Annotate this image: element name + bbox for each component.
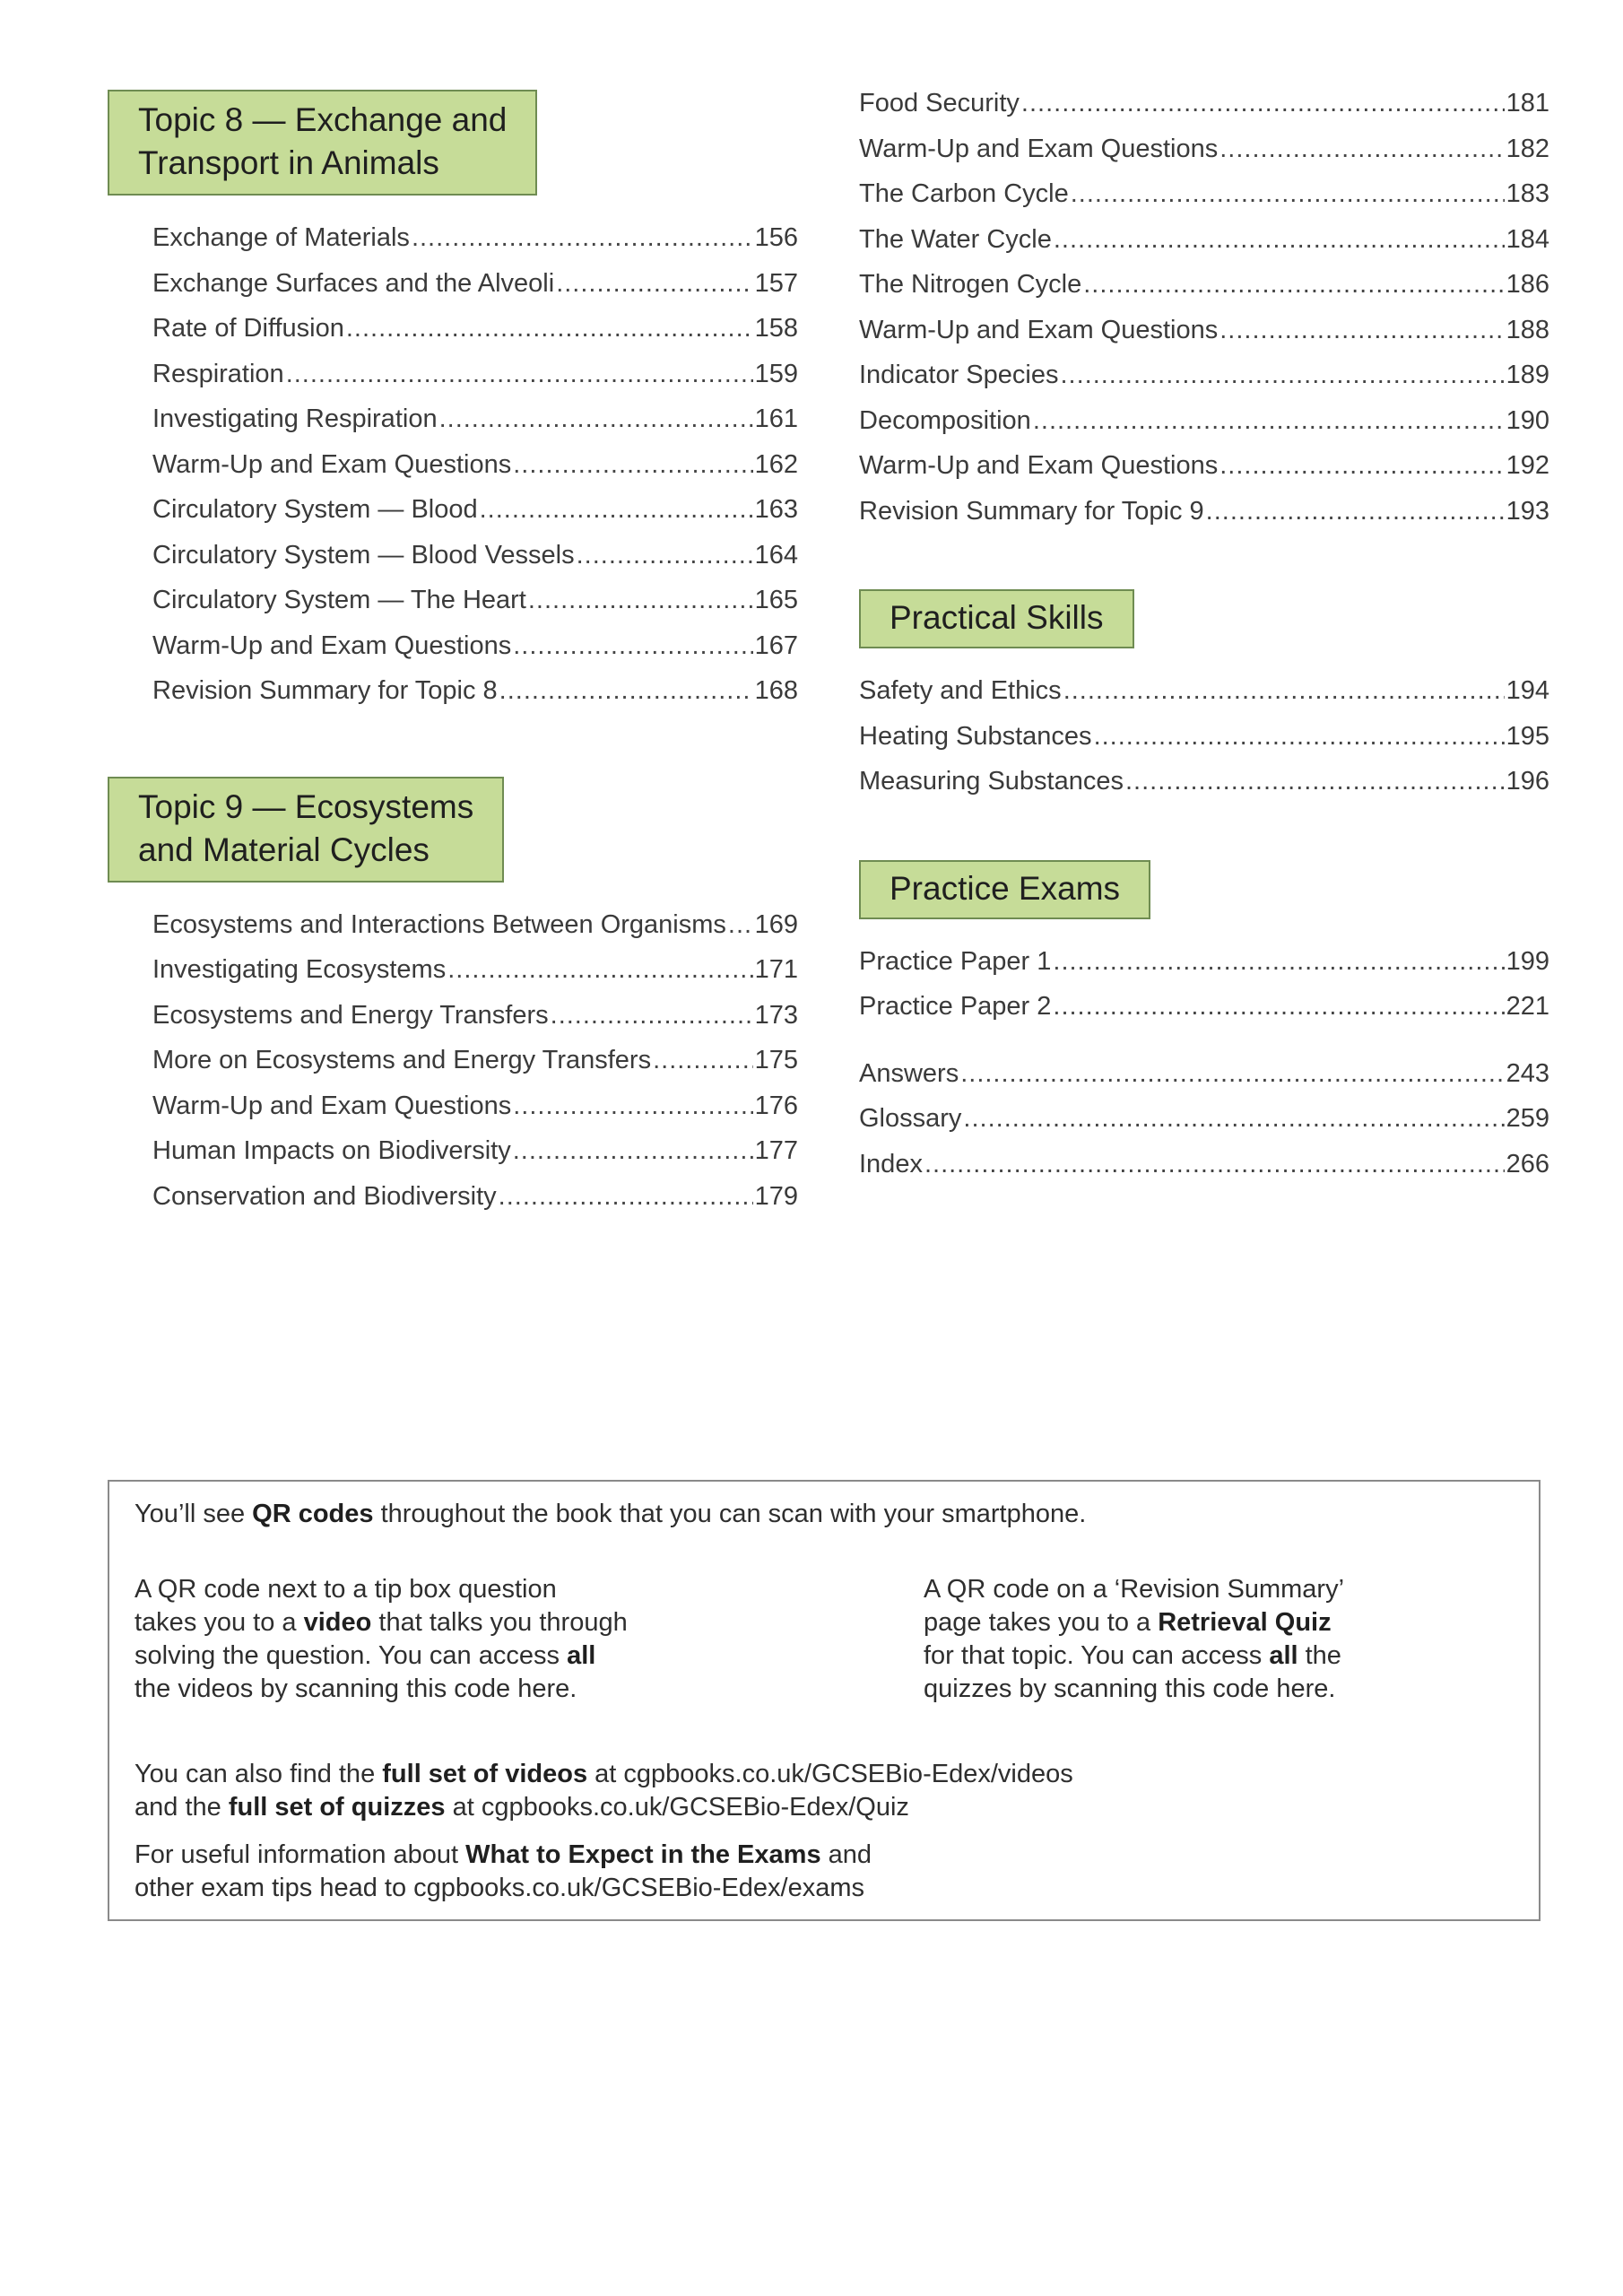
toc-entry-page: 159 bbox=[754, 359, 798, 388]
toc-entry-title: Safety and Ethics bbox=[859, 676, 1062, 705]
qr-quiz-info bbox=[924, 1573, 1462, 1706]
toc-entry-title: The Nitrogen Cycle bbox=[859, 270, 1082, 299]
toc-entry-page: 193 bbox=[1506, 496, 1549, 526]
toc-entry[interactable] bbox=[859, 1142, 1549, 1187]
text-segment: solving the question. You can access bbox=[135, 1641, 568, 1670]
bold-segment: Retrieval Quiz bbox=[1158, 1608, 1332, 1637]
leader-dots bbox=[480, 487, 753, 533]
toc-entry[interactable] bbox=[152, 487, 798, 533]
text-segment: takes you to a bbox=[135, 1608, 304, 1637]
toc-entry[interactable] bbox=[859, 984, 1549, 1030]
text-segment: the videos by scanning this code here. bbox=[135, 1674, 577, 1703]
toc-entry[interactable] bbox=[152, 578, 798, 623]
toc-entry-title: Investigating Respiration bbox=[152, 404, 438, 433]
leader-dots bbox=[412, 215, 753, 261]
topic9-continued-list bbox=[859, 81, 1549, 534]
text-segment: for that topic. You can access bbox=[924, 1641, 1270, 1670]
toc-entry-page: 182 bbox=[1506, 134, 1549, 163]
leader-dots bbox=[1083, 262, 1504, 308]
toc-entry[interactable] bbox=[152, 442, 798, 488]
toc-entry[interactable] bbox=[859, 352, 1549, 398]
text-segment: A QR code next to a tip box question bbox=[135, 1575, 557, 1604]
toc-entry-page: 158 bbox=[754, 314, 798, 343]
toc-entry-title: Warm-Up and Exam Questions bbox=[859, 315, 1219, 344]
leader-dots bbox=[1060, 352, 1504, 398]
leader-dots bbox=[1125, 759, 1505, 804]
toc-entry[interactable] bbox=[152, 306, 798, 352]
toc-entry-title: Circulatory System — Blood bbox=[152, 495, 478, 524]
leader-dots bbox=[513, 1083, 752, 1129]
bold-segment: all bbox=[1269, 1641, 1298, 1670]
leader-dots bbox=[1071, 171, 1505, 217]
toc-entry-title: Answers bbox=[859, 1058, 959, 1088]
leader-dots bbox=[551, 993, 753, 1039]
left-column bbox=[108, 90, 798, 1219]
text-segment: the bbox=[1298, 1641, 1341, 1670]
toc-entry-title: Index bbox=[859, 1149, 923, 1178]
toc-entry-page: 192 bbox=[1506, 451, 1549, 480]
toc-entry[interactable] bbox=[152, 902, 798, 948]
leader-dots bbox=[653, 1038, 753, 1083]
leader-dots bbox=[1053, 984, 1504, 1030]
toc-entry-title: Practice Paper 1 bbox=[859, 946, 1052, 976]
leader-dots bbox=[577, 533, 753, 578]
toc-entry-page: 157 bbox=[754, 268, 798, 298]
toc-entry-page: 165 bbox=[754, 586, 798, 614]
toc-entry-page: 175 bbox=[754, 1046, 798, 1074]
toc-entry-page: 199 bbox=[1506, 946, 1549, 976]
qr-info-box bbox=[108, 1480, 1541, 1921]
toc-entry-page: 163 bbox=[754, 495, 798, 524]
toc-entry[interactable] bbox=[859, 1051, 1549, 1097]
toc-entry-title: Practice Paper 2 bbox=[859, 992, 1052, 1021]
leader-dots bbox=[1063, 668, 1505, 714]
text-segment: throughout the book that you can scan with your smartphone. bbox=[373, 1500, 1087, 1528]
leader-dots bbox=[1206, 489, 1505, 535]
toc-entry-title: The Carbon Cycle bbox=[859, 179, 1069, 208]
toc-entry[interactable] bbox=[152, 533, 798, 578]
toc-entry-title: The Water Cycle bbox=[859, 224, 1052, 254]
topic9-heading bbox=[108, 777, 504, 883]
toc-entry-page: 179 bbox=[754, 1181, 798, 1211]
leader-dots bbox=[1094, 714, 1505, 760]
topic8-heading-line1: Topic 8 — Exchange and bbox=[138, 101, 508, 138]
toc-entry-title: Revision Summary for Topic 8 bbox=[152, 676, 498, 705]
toc-entry[interactable] bbox=[152, 668, 798, 714]
toc-entry-page: 188 bbox=[1506, 315, 1549, 344]
toc-entry-title: Glossary bbox=[859, 1104, 962, 1133]
text-segment: A QR code on a ‘Revision Summary’ bbox=[924, 1575, 1345, 1604]
toc-entry[interactable] bbox=[152, 1128, 798, 1174]
qr-intro-text bbox=[135, 1498, 1086, 1531]
toc-entry[interactable] bbox=[859, 759, 1549, 804]
quiz-link-text[interactable]: at cgpbooks.co.uk/GCSEBio-Edex/Quiz bbox=[445, 1793, 909, 1822]
videos-link-text[interactable]: at cgpbooks.co.uk/GCSEBio-Edex/videos bbox=[587, 1760, 1073, 1788]
toc-entry[interactable] bbox=[859, 939, 1549, 985]
leader-dots bbox=[556, 261, 752, 307]
leader-dots bbox=[286, 352, 753, 397]
toc-entry-title: Warm-Up and Exam Questions bbox=[859, 451, 1219, 480]
toc-entry-page: 195 bbox=[1506, 721, 1549, 751]
bold-segment: all bbox=[567, 1641, 596, 1670]
leader-dots bbox=[1219, 126, 1504, 172]
toc-entry-title: Indicator Species bbox=[859, 361, 1059, 389]
leader-dots bbox=[924, 1142, 1505, 1187]
toc-entry-title: Circulatory System — Blood Vessels bbox=[152, 540, 575, 570]
text-segment: and the bbox=[135, 1793, 229, 1822]
toc-entry-page: 190 bbox=[1506, 405, 1549, 435]
back-matter-list bbox=[859, 1051, 1549, 1187]
toc-entry[interactable] bbox=[859, 714, 1549, 760]
toc-entry[interactable] bbox=[152, 623, 798, 669]
toc-entry[interactable] bbox=[152, 1083, 798, 1129]
toc-entry-page: 221 bbox=[1506, 992, 1549, 1021]
leader-dots bbox=[960, 1051, 1504, 1097]
leader-dots bbox=[439, 396, 753, 442]
toc-entry[interactable] bbox=[152, 947, 798, 993]
toc-entry-title: Warm-Up and Exam Questions bbox=[152, 1091, 512, 1120]
practical-skills-heading: Practical Skills bbox=[859, 589, 1134, 648]
toc-entry-title: Human Impacts on Biodiversity bbox=[152, 1136, 511, 1165]
toc-entry-title: Revision Summary for Topic 9 bbox=[859, 496, 1204, 526]
toc-entry[interactable] bbox=[859, 1096, 1549, 1142]
toc-entry[interactable] bbox=[859, 398, 1549, 444]
toc-entry[interactable] bbox=[152, 1038, 798, 1083]
leader-dots bbox=[1021, 81, 1505, 126]
toc-entry-title: Conservation and Biodiversity bbox=[152, 1181, 497, 1211]
leader-dots bbox=[447, 947, 752, 993]
leader-dots bbox=[728, 902, 753, 948]
leader-dots bbox=[1219, 308, 1504, 353]
toc-entry-page: 161 bbox=[754, 404, 798, 433]
toc-entry-page: 243 bbox=[1506, 1058, 1549, 1088]
toc-entry-page: 168 bbox=[754, 676, 798, 705]
toc-entry-page: 184 bbox=[1506, 224, 1549, 254]
toc-entry[interactable] bbox=[859, 308, 1549, 353]
bold-segment: video bbox=[303, 1608, 372, 1637]
toc-entry[interactable] bbox=[152, 352, 798, 397]
toc-entry-page: 186 bbox=[1506, 270, 1549, 299]
leader-dots bbox=[1054, 217, 1505, 263]
toc-entry-title: Ecosystems and Interactions Between Organisms bbox=[152, 909, 726, 939]
text-segment: You’ll see bbox=[135, 1500, 253, 1528]
topic9-heading-line2: and Material Cycles bbox=[138, 831, 430, 868]
toc-entry-title: Investigating Ecosystems bbox=[152, 955, 447, 984]
leader-dots bbox=[528, 578, 753, 623]
toc-entry[interactable] bbox=[859, 81, 1549, 126]
toc-entry-page: 266 bbox=[1506, 1149, 1549, 1178]
toc-entry[interactable] bbox=[859, 126, 1549, 172]
toc-entry-page: 183 bbox=[1506, 179, 1549, 208]
toc-entry[interactable] bbox=[859, 668, 1549, 714]
leader-dots bbox=[499, 1174, 753, 1220]
topic8-heading-line2: Transport in Animals bbox=[138, 144, 439, 181]
toc-entry-title: Rate of Diffusion bbox=[152, 314, 344, 343]
toc-entry-title: Decomposition bbox=[859, 405, 1031, 435]
practice-exams-heading: Practice Exams bbox=[859, 860, 1150, 919]
toc-entry[interactable] bbox=[859, 217, 1549, 263]
text-segment: page takes you to a bbox=[924, 1608, 1159, 1637]
text-segment: and bbox=[820, 1840, 872, 1869]
toc-entry-title: Heating Substances bbox=[859, 721, 1092, 751]
right-column bbox=[859, 81, 1549, 1187]
qr-links-text bbox=[135, 1758, 1073, 1824]
toc-entry-title: Warm-Up and Exam Questions bbox=[152, 631, 512, 660]
toc-entry-page: 167 bbox=[754, 631, 798, 660]
toc-entry[interactable] bbox=[152, 1174, 798, 1220]
toc-entry-page: 162 bbox=[754, 449, 798, 479]
leader-dots bbox=[346, 306, 753, 352]
toc-entry-page: 181 bbox=[1506, 89, 1549, 117]
toc-entry-page: 156 bbox=[754, 223, 798, 252]
toc-entry-title: Ecosystems and Energy Transfers bbox=[152, 1000, 549, 1030]
leader-dots bbox=[499, 668, 753, 714]
toc-entry-title: Exchange of Materials bbox=[152, 223, 410, 252]
toc-entry-title: Measuring Substances bbox=[859, 767, 1124, 796]
toc-entry[interactable] bbox=[152, 261, 798, 307]
toc-entry-page: 194 bbox=[1506, 676, 1549, 705]
toc-entry[interactable] bbox=[859, 171, 1549, 217]
leader-dots bbox=[513, 1128, 753, 1174]
leader-dots bbox=[1219, 443, 1504, 489]
text-segment: quizzes by scanning this code here. bbox=[924, 1674, 1336, 1703]
toc-entry[interactable] bbox=[859, 443, 1549, 489]
leader-dots bbox=[513, 623, 752, 669]
toc-entry-page: 196 bbox=[1506, 767, 1549, 796]
toc-entry-title: Food Security bbox=[859, 89, 1020, 117]
leader-dots bbox=[1053, 939, 1504, 985]
toc-entry-title: Warm-Up and Exam Questions bbox=[152, 449, 512, 479]
toc-entry-page: 177 bbox=[754, 1136, 798, 1165]
toc-entry[interactable] bbox=[859, 489, 1549, 535]
topic9-list bbox=[108, 902, 798, 1220]
bold-segment: full set of videos bbox=[382, 1760, 588, 1788]
toc-entry[interactable] bbox=[152, 396, 798, 442]
text-segment: You can also find the bbox=[135, 1760, 383, 1788]
leader-dots bbox=[1033, 398, 1505, 444]
toc-entry[interactable] bbox=[859, 262, 1549, 308]
text-segment: For useful information about bbox=[135, 1840, 466, 1869]
toc-entry-page: 173 bbox=[754, 1000, 798, 1030]
exams-link-text[interactable]: other exam tips head to cgpbooks.co.uk/GCSEBio-Edex/exams bbox=[135, 1874, 865, 1902]
toc-entry-title: Warm-Up and Exam Questions bbox=[859, 134, 1219, 163]
topic8-heading bbox=[108, 90, 537, 196]
bold-segment: QR codes bbox=[252, 1500, 374, 1528]
topic8-list bbox=[108, 215, 798, 714]
toc-entry-page: 164 bbox=[754, 540, 798, 570]
toc-entry-title: Respiration bbox=[152, 359, 284, 388]
toc-entry[interactable] bbox=[152, 993, 798, 1039]
text-segment: that talks you through bbox=[371, 1608, 628, 1637]
toc-entry-page: 169 bbox=[754, 909, 798, 939]
practice-exams-list bbox=[859, 939, 1549, 1030]
toc-entry-page: 176 bbox=[754, 1091, 798, 1120]
bold-segment: What to Expect in the Exams bbox=[465, 1840, 821, 1869]
exam-tips-text bbox=[135, 1839, 872, 1905]
practical-skills-list bbox=[859, 668, 1549, 804]
toc-entry-title: Circulatory System — The Heart bbox=[152, 586, 526, 614]
toc-entry-page: 171 bbox=[754, 955, 798, 984]
topic9-heading-line1: Topic 9 — Ecosystems bbox=[138, 787, 474, 825]
toc-entry-title: More on Ecosystems and Energy Transfers bbox=[152, 1046, 652, 1074]
bold-segment: full set of quizzes bbox=[228, 1793, 446, 1822]
qr-video-info bbox=[135, 1573, 673, 1706]
toc-entry-page: 189 bbox=[1506, 361, 1549, 389]
toc-entry-page: 259 bbox=[1506, 1104, 1549, 1133]
leader-dots bbox=[513, 442, 752, 488]
leader-dots bbox=[963, 1096, 1504, 1142]
toc-entry[interactable] bbox=[152, 215, 798, 261]
toc-entry-title: Exchange Surfaces and the Alveoli bbox=[152, 268, 555, 298]
